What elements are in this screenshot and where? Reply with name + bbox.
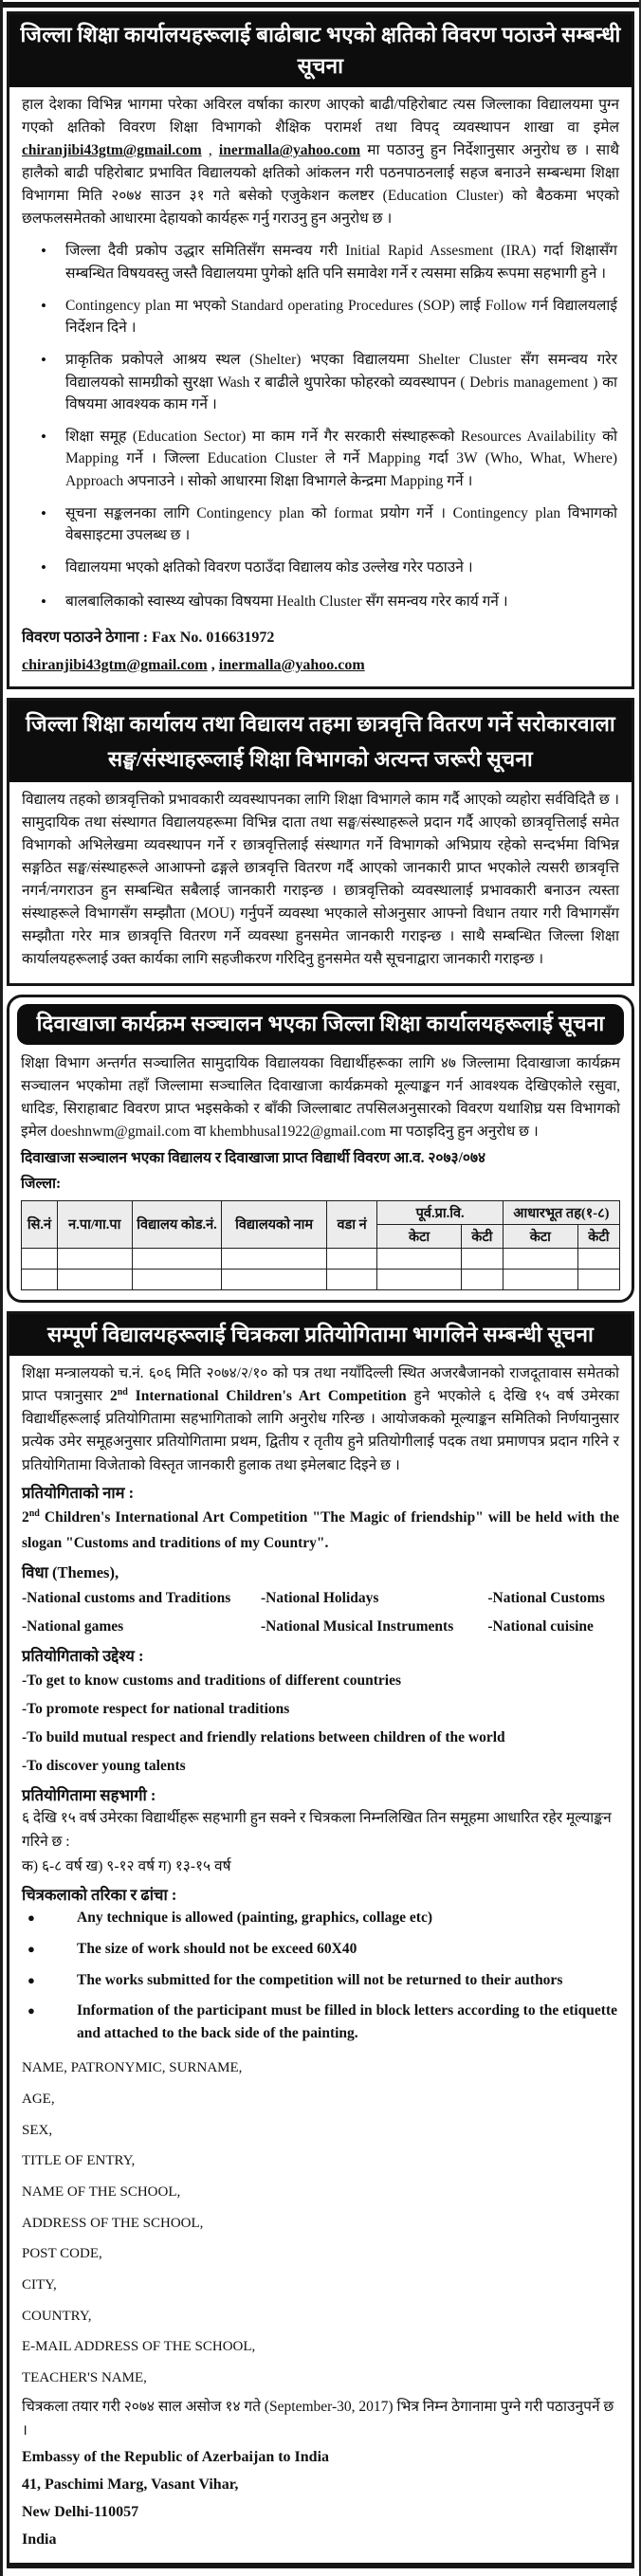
subcolumn-girls: केटी (577, 1224, 619, 1248)
method-label: चित्रकलाको तरिका र ढांचा : (22, 1886, 177, 1905)
flood-bullet-list (22, 240, 619, 613)
table-cell (577, 1248, 619, 1269)
theme-item: -National games (22, 1617, 124, 1635)
email-link-yahoo[interactable]: inermalla@yahoo.com (218, 142, 361, 159)
email-separator: , (207, 656, 219, 673)
bullet-icon: ● (27, 2003, 35, 2019)
form-field-line: CITY, (22, 2277, 57, 2293)
objective-item: -To discover young talents (22, 1757, 186, 1774)
column-header-sn: सि.नं (22, 1200, 58, 1248)
age-groups-line: क) ६-८ वर्ष ख) ९-१२ वर्ष ग) १३-१५ वर्ष (22, 1858, 231, 1875)
participants-label: प्रतियोगितामा सहभागी : (22, 1785, 156, 1804)
notice-daymeal-body (15, 1050, 626, 1290)
address-line: Embassy of the Republic of Azerbaijan to India (22, 2449, 330, 2466)
scholarship-title-line2: सङ्घ/संस्थाहरूलाई शिक्षा विभागको अत्यन्त जरूरी सूचना (108, 747, 533, 772)
address-line: New Delhi-110057 (22, 2503, 139, 2520)
bullet-icon: • (41, 592, 46, 611)
art-intro-start: शिक्षा मन्त्रालयको च.नं. ६०६ मिति २०७४/२/१० को पत्र तथा नयाँदिल्ली स्थित अजरबैजानको राजदूतावास समेतको प्राप्त पत्रानुसार (22, 1365, 619, 1405)
list-item: • सूचना सङ्कलनका लागि Contingency plan को format प्रयोग गर्ने । Contingency plan विभागको वेबसाइटमा उपलब्ध छ । (22, 502, 619, 547)
objectives-label: प्रतियोगिताको उद्देश्य : (22, 1647, 144, 1666)
notice-daymeal-section (7, 995, 634, 1302)
competition-name-text: 2nd Children's International Art Competition "The Magic of friendship" will be held with the slogan "Customs and traditions of my Country". (22, 1507, 619, 1552)
notice-art-competition-section (7, 1311, 634, 2568)
list-item: • Contingency plan मा भएको Standard operating Procedures (SOP) लाई Follow गर्न विद्यालयलाई निर्देशन दिने । (22, 295, 619, 339)
table-cell (377, 1269, 461, 1289)
district-label: जिल्ला: (21, 1175, 62, 1192)
form-field-line: SEX, (22, 2122, 53, 2138)
email-link-doe[interactable]: doeshnwm@gmail.com (50, 1124, 191, 1141)
table-cell (461, 1269, 503, 1289)
theme-item: -National Customs (487, 1590, 605, 1607)
table-cell (326, 1248, 377, 1269)
contact-email-line (22, 652, 619, 678)
theme-item: -National customs and Traditions (22, 1590, 231, 1607)
bullet-icon: • (41, 242, 46, 261)
list-item: • जिल्ला दैवी प्रकोप उद्धार समितिसँग समन्वय गरी Initial Rapid Assesment (IRA) गर्दा शिक्षासँग सम्बन्धित विषयवस्तु जस्तै विद्यालयमा पुगेको क्षति पनि समावेश गर्ने र त्यसमा सक्रिय रूपमा सहभागी हुने । (22, 240, 619, 284)
form-field-line: POST CODE, (22, 2246, 102, 2262)
notice-flood-title: जिल्ला शिक्षा कार्यालयहरूलाई बाढीबाट भएको क्षतिको विवरण पठाउने सम्बन्धी सूचना (9, 14, 632, 87)
subcolumn-girls: केटी (461, 1224, 503, 1248)
theme-item: -National Holidays (261, 1590, 379, 1607)
daymeal-table (21, 1200, 620, 1290)
email-link-gmail[interactable]: chiranjibi43gtm@gmail.com (22, 656, 208, 673)
column-header-schoolcode: विद्यालय कोड.नं. (132, 1200, 222, 1248)
column-header-schoolname: विद्यालयको नाम (222, 1200, 326, 1248)
list-item: ● Information of the participant must be filled in block letters according to the etiquette and attached to the back side of the painting. (22, 2000, 619, 2045)
table-cell (577, 1269, 619, 1289)
bullet-icon: ● (27, 1972, 35, 1987)
subcolumn-boys: केटा (503, 1224, 577, 1248)
email-connector: वा (190, 1124, 210, 1141)
table-cell (503, 1269, 577, 1289)
bullet-icon: • (41, 351, 46, 370)
table-cell (22, 1269, 58, 1289)
intro-text-end: मा पठाउनु हुन निर्देशानुसार अनुरोध छ । साथै हालैको बाढी पहिरोबाट प्रभावित विद्यालयको क्षतिको आंकलन गरी पठनपाठनलाई सहज बनाउने सम्बन्धमा शिक्षा विभागमा मिति २०७४ साउन ३१ गते बसेको एजुकेशन कलष्टर (Education Cluster) को बैठकमा भएको छलफलसमेतको आधारमा देहायको कार्यहरू गर्नु गराउनु हुन अनुरोध छ । (22, 142, 620, 228)
column-header-ward: वडा नं (326, 1200, 377, 1248)
table-cell (57, 1248, 132, 1269)
notice-scholarship-section (7, 698, 634, 986)
form-field-line: NAME, PATRONYMIC, SURNAME, (22, 2060, 243, 2076)
table-cell (222, 1269, 326, 1289)
subcolumn-boys: केटा (377, 1224, 461, 1248)
table-header-row (22, 1200, 620, 1224)
list-item: • विद्यालयमा भएको क्षतिको विवरण पठाउँदा विद्यालय कोड उल्लेख गरेर पठाउने । (22, 557, 619, 580)
bullet-icon: • (41, 296, 46, 315)
list-item: ● The works submitted for the competition will not be returned to their authors (22, 1969, 619, 1993)
competition-name-label: प्रतियोगिताको नाम : (22, 1483, 135, 1502)
participants-text: ६ देखि १५ वर्ष उमेरका विद्यार्थीहरू सहभागी हुन सक्ने र चित्रकला निम्नलिखित तिन समूहमा आधारित रहेर मूल्याङ्कन गरिने छ : (22, 1809, 612, 1850)
daymeal-text-start: शिक्षा विभाग अन्तर्गत सञ्चालित सामुदायिक विद्यालयका विद्यार्थीहरूका लागि ४७ जिल्लामा दिवाखाजा कार्यक्रम सञ्चालन भएकोमा तहाँ जिल्लामा सञ्चालित दिवाखाजा कार्यक्रमको मूल्याङ्कन गर्न आवश्यक देखिएकोले रसुवा, धादिङ, सिराहाबाट विवरण प्राप्त भइसकेको र बाँकी जिल्लाबाट तपसिलअनुसारको विवरण यथाशिघ्र यस विभागको इमेल (21, 1055, 620, 1141)
daymeal-subtitle: दिवाखाजा सञ्चालन भएका विद्यालय र दिवाखाजा प्राप्त विद्यार्थी विवरण आ.व. २०७३/०७४ (21, 1150, 486, 1167)
table-cell (22, 1248, 58, 1269)
list-item: • बालबालिकाको स्वास्थ्य खोपका विषयमा Health Cluster सँग समन्वय गरेर कार्य गर्ने । (22, 591, 619, 614)
email-separator: , (201, 142, 219, 159)
table-row (22, 1269, 620, 1289)
table-cell (503, 1248, 577, 1269)
table-cell (377, 1248, 461, 1269)
themes-row (22, 1613, 619, 1640)
form-field-line: TEACHER'S NAME, (22, 2370, 147, 2386)
themes-row (22, 1584, 619, 1612)
art-intro-end: हुने भएकोले ६ देखि १५ वर्ष उमेरका विद्यार्थीहरूलाई प्रतियोगितामा सहभागिताको लागि अनुरोध गरिन्छ । आयोजकको मूल्याङ्कन समितिको निर्णयानुसार प्रत्येक उमेर समूहअनुसार प्रतियोगितामा प्रथम, द्वितीय र तृतीय हुने प्रतियोगीलाई पदक तथा प्रमाणपत्र प्रदान गरिने र प्रतियोगितामा विजेताको विस्तृत जानकारी हुलाक तथा इमेलबाट दिइने छ । (22, 1388, 619, 1473)
fax-line: विवरण पठाउने ठेगाना : Fax No. 016631972 (22, 629, 275, 646)
notice-scholarship-body (9, 782, 632, 983)
address-line: India (22, 2530, 57, 2548)
bullet-icon: ● (27, 1910, 35, 1926)
email-link-khem[interactable]: khembhusal1922@gmail.com (209, 1124, 386, 1141)
objective-item: -To get to know customs and traditions of different countries (22, 1672, 401, 1690)
bullet-icon: • (41, 428, 46, 447)
table-cell (461, 1248, 503, 1269)
art-intro-paragraph (22, 1362, 619, 1476)
objective-item: -To promote respect for national traditions (22, 1701, 290, 1718)
notice-art-body (9, 1356, 632, 2562)
column-header-municipality: न.पा/गा.पा (57, 1200, 132, 1248)
theme-item: -National cuisine (487, 1617, 594, 1635)
competition-name-inline: 2nd International Children's Art Competition (109, 1387, 407, 1405)
themes-label: विधा (Themes), (22, 1563, 119, 1582)
scholarship-title-line1: जिल्ला शिक्षा कार्यालय तथा विद्यालय तहमा छात्रवृत्ति वितरण गर्ने सरोकारवाला (26, 712, 615, 736)
table-row (22, 1248, 620, 1269)
form-field-line: ADDRESS OF THE SCHOOL, (22, 2215, 204, 2231)
notice-art-title: सम्पूर्ण विद्यालयहरूलाई चित्रकला प्रतियोगितामा भागलिने सम्बन्धी सूचना (9, 1314, 632, 1357)
table-cell (132, 1269, 222, 1289)
column-group-preprimary: पूर्व.प्रा.वि. (377, 1200, 503, 1224)
list-item: ● The size of work should not be exceed 60X40 (22, 1938, 619, 1962)
column-group-basic: आधारभूत तह(१-८) (503, 1200, 619, 1224)
notice-daymeal-title: दिवाखाजा कार्यक्रम सञ्चालन भएका जिल्ला शिक्षा कार्यालयहरूलाई सूचना (17, 1004, 624, 1045)
notice-flood-damage-section (7, 11, 634, 689)
theme-item: -National Musical Instruments (261, 1617, 454, 1635)
daymeal-text-end: मा पठाइदिनु हुन अनुरोध छ । (386, 1124, 539, 1141)
form-field-line: AGE, (22, 2091, 55, 2107)
list-item: • प्राकृतिक प्रकोपले आश्रय स्थल (Shelter) भएका विद्यालयमा Shelter Cluster सँग समन्वय गरेर विद्यालयको सामग्रीको सुरक्षा Wash र बाढीले थुपारेका फोहरको व्यवस्थापन ( Debris management ) का विषयमा आवश्यक काम गर्ने । (22, 349, 619, 415)
list-item: ● Any technique is allowed (painting, graphics, collage etc) (22, 1907, 619, 1930)
list-item: • शिक्षा समूह (Education Sector) मा काम गर्ने गैर सरकारी संस्थाहरूको Resources Availability को Mapping गर्ने । जिल्ला Education Cluster ले गर्ने Mapping गर्दा 3W (Who, What, Where) Approach अपनाउने । सोको आधारमा शिक्षा विभागले केन्द्रमा Mapping गर्ने । (22, 426, 619, 492)
table-cell (57, 1269, 132, 1289)
bullet-icon: • (41, 558, 46, 577)
email-link-yahoo[interactable]: inermalla@yahoo.com (218, 656, 365, 673)
intro-text-start: हाल देशका विभिन्न भागमा परेका अविरल वर्षाका कारण आएको बाढी/पहिरोबाट त्यस जिल्लाका विद्यालयमा पुग्न गएको क्षतिको विवरण शिक्षा विभागको शैक्षिक परामर्श तथा विपद् व्यवस्थापन शाखा वा इमेल (22, 97, 619, 137)
scan-top-edge (3, 2, 639, 8)
form-field-line: TITLE OF ENTRY, (22, 2153, 136, 2169)
notice-scholarship-title (9, 701, 632, 782)
address-line: 41, Paschimi Marg, Vasant Vihar, (22, 2476, 239, 2494)
form-field-line: COUNTRY, (22, 2308, 92, 2324)
email-link-gmail[interactable]: chiranjibi43gtm@gmail.com (22, 142, 202, 159)
table-cell (222, 1248, 326, 1269)
form-field-line: NAME OF THE SCHOOL, (22, 2183, 181, 2200)
objective-item: -To build mutual respect and friendly relations between children of the world (22, 1728, 505, 1745)
bullet-icon: ● (27, 1941, 35, 1956)
table-cell (132, 1248, 222, 1269)
scholarship-paragraph: विद्यालय तहको छात्रवृत्तिको प्रभावकारी व्यवस्थापनका लागि शिक्षा विभागले काम गर्दै आएको व्यहोरा सर्वविदितै छ । सामुदायिक तथा संस्थागत विद्यालयहरूमा विभिन्न दाता तथा सङ्घ/संस्थाहरूले प्रदान गर्दै आएको छात्रवृत्तिलाई समेत विभागको अभिलेखमा व्यवस्थापन गर्ने र छात्रवृत्तिलाई संस्थागत गर्ने विभागको अभिप्राय रहेको सन्दर्भमा विभिन्न सङ्गठित सङ्घ/संस्थाहरूले आआफ्नो ढङ्गले छात्रवृत्ति वितरण गर्दै आएको जानकारी प्राप्त भएकोले त्यसरी छात्रवृत्ति नगर्न/नगराउन हुन सम्बन्धित सबैलाई जानकारी गराइन्छ । छात्रवृत्तिको व्यवस्थालाई प्रभावकारी बनाउन त्यस्ता संस्थाहरूले विभागसँग सम्झौता (MOU) गर्नुपर्ने व्यवस्था भएकाले सोअनुसार आफ्नो विधान तयार गरी विभागसँग सम्झौता गरेर मात्र छात्रवृत्ति वितरण गर्ने व्यवस्था हुनसमेत जानकारी गराइन्छ । साथै सम्बन्धित जिल्ला शिक्षा कार्यालयहरूलाई उक्त कार्यका लागि सहजीकरण गरिदिनु हुनसमेत यसै सूचनाद्वारा जानकारी गराइन्छ । (22, 792, 619, 968)
bullet-icon: • (41, 503, 46, 522)
deadline-line: चित्रकला तयार गरी २०७४ साल असोज १४ गते (September-30, 2017) भित्र निम्न ठेगानामा पुग्ने गरी पठाउनुपर्ने छ । (22, 2398, 614, 2439)
notice-flood-intro (22, 94, 619, 230)
daymeal-paragraph (21, 1052, 620, 1143)
table-cell (326, 1269, 377, 1289)
form-field-line: E-MAIL ADDRESS OF THE SCHOOL, (22, 2339, 256, 2355)
notice-flood-body (9, 87, 632, 686)
